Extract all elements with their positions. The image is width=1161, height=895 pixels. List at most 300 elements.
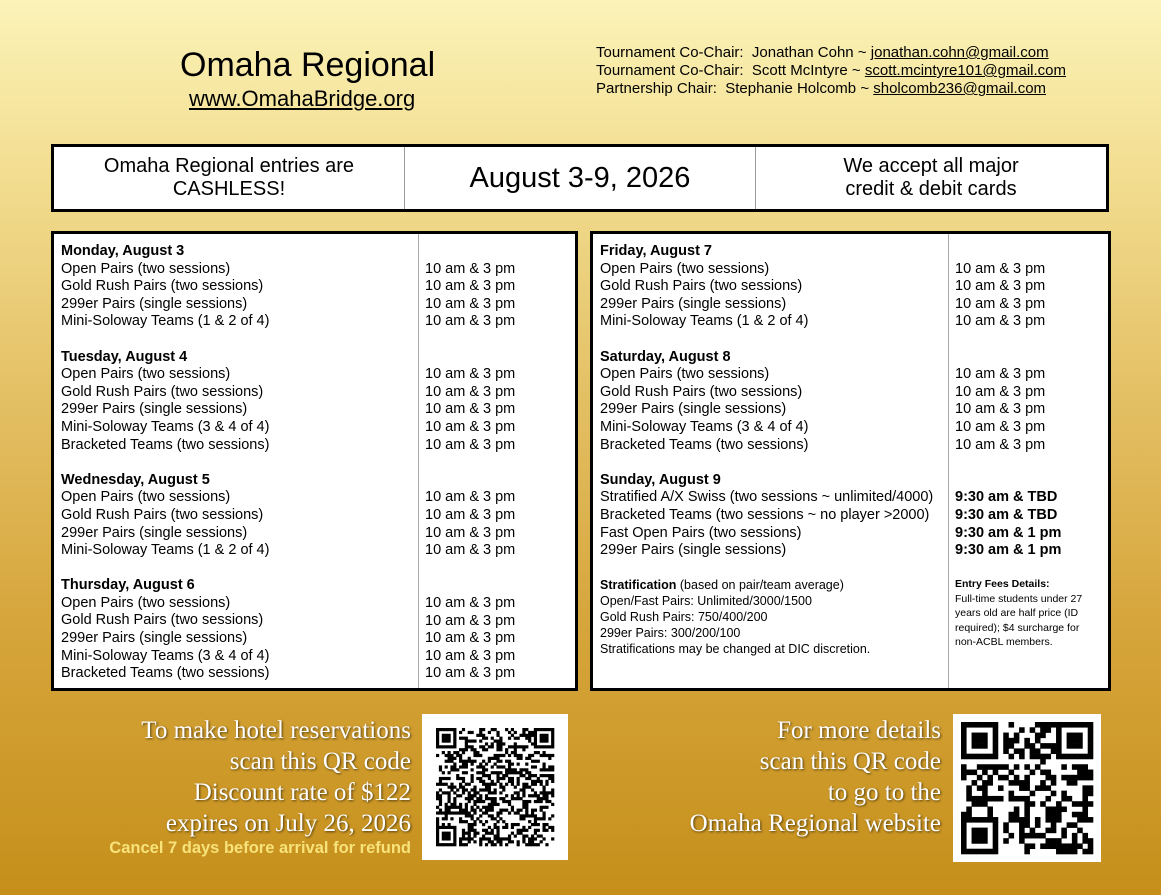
qr-module [1056, 843, 1062, 849]
qr-module [448, 809, 451, 812]
qr-module [445, 811, 448, 814]
qr-module [1035, 833, 1041, 839]
qr-module [511, 797, 514, 800]
qr-module [488, 809, 491, 812]
event-name: Mini-Soloway Teams (3 & 4 of 4) [61, 418, 270, 435]
qr-module [508, 765, 511, 768]
qr-module [987, 812, 993, 818]
qr-module [528, 814, 531, 817]
qr-module [439, 768, 442, 771]
qr-module [450, 765, 453, 768]
qr-module [517, 771, 520, 774]
qr-module [528, 826, 531, 829]
event-name: Open Pairs (two sessions) [600, 366, 770, 383]
qr-module [1067, 822, 1073, 828]
qr-module [517, 783, 520, 786]
qr-module [468, 826, 471, 829]
qr-module [1024, 817, 1030, 823]
qr-module [1051, 822, 1057, 828]
event-name: Gold Rush Pairs (two sessions) [61, 383, 264, 400]
qr-module [436, 837, 439, 840]
qr-module [1030, 843, 1036, 849]
qr-module [471, 740, 474, 743]
website-link[interactable]: www.OmahaBridge.org [189, 86, 416, 111]
details-promo-line: scan this QR code [759, 748, 941, 775]
qr-module [514, 811, 517, 814]
qr-module [508, 840, 511, 843]
qr-module [545, 791, 548, 794]
qr-module [514, 731, 517, 734]
qr-module [1045, 828, 1051, 834]
qr-module [465, 748, 468, 751]
qr-module [485, 788, 488, 791]
qr-module [966, 849, 972, 855]
qr-module [448, 737, 451, 740]
qr-module [548, 757, 551, 760]
qr-module [468, 745, 471, 748]
qr-module [531, 814, 534, 817]
qr-module [488, 745, 491, 748]
qr-module [459, 817, 462, 820]
qr-module [961, 733, 967, 739]
qr-module [445, 760, 448, 763]
qr-module [519, 809, 522, 812]
qr-module [540, 791, 543, 794]
qr-module [453, 811, 456, 814]
qr-module [525, 806, 528, 809]
qr-module [479, 765, 482, 768]
qr-module [1082, 796, 1088, 802]
qr-module [1072, 722, 1078, 728]
qr-module [436, 840, 439, 843]
qr-module [459, 794, 462, 797]
qr-module [1045, 796, 1051, 802]
qr-module [525, 814, 528, 817]
qr-module [1009, 817, 1015, 823]
qr-module [496, 757, 499, 760]
qr-module [517, 754, 520, 757]
qr-module [485, 809, 488, 812]
qr-module [456, 754, 459, 757]
qr-module [471, 760, 474, 763]
qr-module [465, 843, 468, 846]
qr-module [1082, 812, 1088, 818]
qr-module [528, 794, 531, 797]
contact-email-link[interactable]: jonathan.cohn@gmail.com [870, 44, 1049, 61]
qr-module [459, 760, 462, 763]
qr-module [528, 820, 531, 823]
qr-module [528, 771, 531, 774]
qr-module [488, 774, 491, 777]
qr-module [479, 771, 482, 774]
qr-module [531, 774, 534, 777]
website-qr-code[interactable] [953, 714, 1101, 862]
qr-module [502, 820, 505, 823]
qr-module [1051, 812, 1057, 818]
qr-module [534, 783, 537, 786]
qr-module [1072, 843, 1078, 849]
qr-module [531, 783, 534, 786]
qr-module [508, 811, 511, 814]
qr-module [1051, 843, 1057, 849]
qr-module [522, 788, 525, 791]
qr-module [485, 811, 488, 814]
cancel-policy: Cancel 7 days before arrival for refund [109, 839, 411, 857]
qr-module [993, 743, 999, 749]
qr-module [468, 794, 471, 797]
qr-module [987, 806, 993, 812]
qr-module [505, 809, 508, 812]
qr-module [998, 796, 1004, 802]
qr-module [459, 809, 462, 812]
qr-module [450, 783, 453, 786]
column-divider [418, 234, 419, 688]
qr-module [468, 840, 471, 843]
qr-module [508, 754, 511, 757]
qr-module [961, 822, 967, 828]
qr-module [511, 771, 514, 774]
qr-module [528, 740, 531, 743]
qr-module [496, 814, 499, 817]
qr-module [993, 849, 999, 855]
qr-module [479, 754, 482, 757]
qr-module [1045, 743, 1051, 749]
qr-module [471, 826, 474, 829]
qr-module [993, 817, 999, 823]
qr-module [453, 728, 456, 731]
qr-module [961, 812, 967, 818]
info-banner [51, 144, 1109, 212]
qr-module [1051, 806, 1057, 812]
qr-module [448, 786, 451, 789]
qr-module [476, 765, 479, 768]
qr-module [482, 806, 485, 809]
qr-module [453, 757, 456, 760]
qr-module [522, 783, 525, 786]
qr-module [471, 763, 474, 766]
qr-module [534, 751, 537, 754]
qr-module [1082, 785, 1088, 791]
qr-module [1045, 754, 1051, 760]
qr-module [465, 763, 468, 766]
qr-module [482, 745, 485, 748]
qr-module [445, 754, 448, 757]
qr-module [1067, 754, 1073, 760]
qr-module [476, 817, 479, 820]
qr-module [1019, 817, 1025, 823]
qr-module [534, 837, 537, 840]
qr-module [508, 763, 511, 766]
event-time: 10 am & 3 pm [425, 260, 516, 277]
qr-module [519, 754, 522, 757]
qr-module [545, 794, 548, 797]
qr-module [528, 840, 531, 843]
qr-module [465, 820, 468, 823]
qr-module [1030, 828, 1036, 834]
qr-module [465, 783, 468, 786]
qr-module [462, 751, 465, 754]
details-promo-line: For more details [777, 717, 941, 744]
qr-module [476, 800, 479, 803]
qr-module [514, 748, 517, 751]
day-block [61, 577, 269, 683]
qr-module [982, 849, 988, 855]
qr-module [1056, 812, 1062, 818]
event-name: Open Pairs (two sessions) [61, 594, 231, 611]
qr-module [514, 771, 517, 774]
qr-module [1030, 770, 1036, 776]
event-time: 10 am & 3 pm [425, 524, 516, 541]
qr-module [540, 734, 543, 737]
qr-module [448, 811, 451, 814]
qr-module [961, 738, 967, 744]
qr-module [496, 811, 499, 814]
qr-module [551, 734, 554, 737]
qr-module [456, 777, 459, 780]
event-time: 10 am & 3 pm [425, 313, 516, 330]
event-name: 299er Pairs (single sessions) [61, 295, 248, 312]
qr-module [448, 751, 451, 754]
qr-module [998, 775, 1004, 781]
qr-module [502, 797, 505, 800]
qr-module [982, 791, 988, 797]
qr-module [517, 745, 520, 748]
qr-module [494, 837, 497, 840]
qr-module [1051, 780, 1057, 786]
qr-module [488, 760, 491, 763]
hotel-promo-line: To make hotel reservations [141, 717, 411, 744]
qr-module [977, 733, 983, 739]
qr-module [534, 823, 537, 826]
qr-module [448, 797, 451, 800]
qr-module [448, 832, 451, 835]
qr-module [540, 774, 543, 777]
qr-module [514, 823, 517, 826]
qr-module [442, 843, 445, 846]
qr-module [548, 777, 551, 780]
qr-module [491, 783, 494, 786]
stratification-line: 299er Pairs: 300/200/100 [600, 626, 741, 640]
qr-module [534, 740, 537, 743]
qr-module [445, 843, 448, 846]
qr-module [450, 788, 453, 791]
qr-module [993, 738, 999, 744]
qr-module [494, 740, 497, 743]
qr-module [1019, 780, 1025, 786]
qr-module [491, 806, 494, 809]
qr-module [1061, 843, 1067, 849]
event-time: 10 am & 3 pm [425, 383, 516, 400]
qr-module [545, 829, 548, 832]
qr-module [494, 763, 497, 766]
qr-module [542, 826, 545, 829]
qr-module [448, 800, 451, 803]
qr-module [514, 797, 517, 800]
event-time: 10 am & 3 pm [425, 665, 516, 682]
qr-module [977, 738, 983, 744]
event-name: Mini-Soloway Teams (1 & 2 of 4) [600, 313, 809, 330]
qr-module [468, 731, 471, 734]
qr-module [977, 785, 983, 791]
qr-module [445, 806, 448, 809]
qr-module [1019, 828, 1025, 834]
qr-module [508, 803, 511, 806]
qr-module [468, 829, 471, 832]
qr-module [494, 754, 497, 757]
qr-module [1056, 722, 1062, 728]
hotel-promo-line: Discount rate of $122 [193, 779, 411, 806]
qr-module [528, 774, 531, 777]
qr-module [534, 731, 537, 734]
schedule-panel-right [590, 231, 1111, 691]
qr-module [491, 742, 494, 745]
qr-module [1056, 738, 1062, 744]
qr-module [450, 760, 453, 763]
contact-row [596, 44, 1066, 62]
qr-module [537, 797, 540, 800]
qr-module [1061, 722, 1067, 728]
qr-module [551, 829, 554, 832]
qr-module [485, 797, 488, 800]
qr-module [551, 731, 554, 734]
day-heading: Tuesday, August 4 [61, 348, 188, 365]
qr-module [436, 728, 439, 731]
qr-module [1067, 738, 1073, 744]
qr-module [1040, 770, 1046, 776]
qr-module [982, 838, 988, 844]
qr-module [961, 838, 967, 844]
qr-module [453, 731, 456, 734]
qr-module [471, 731, 474, 734]
qr-module [479, 740, 482, 743]
event-name: Gold Rush Pairs (two sessions) [61, 612, 264, 629]
qr-module [462, 760, 465, 763]
qr-module [1077, 828, 1083, 834]
qr-module [540, 728, 543, 731]
contact-email-link[interactable]: scott.mcintyre101@gmail.com [864, 62, 1066, 79]
details-promo-line: to go to the [827, 779, 941, 806]
qr-module [505, 760, 508, 763]
qr-module [1061, 764, 1067, 770]
qr-module [551, 788, 554, 791]
event-name: Open Pairs (two sessions) [61, 489, 231, 506]
qr-module [525, 786, 528, 789]
qr-module [522, 829, 525, 832]
qr-module [1009, 743, 1015, 749]
qr-module [482, 734, 485, 737]
qr-module [439, 803, 442, 806]
qr-module [445, 826, 448, 829]
qr-module [496, 774, 499, 777]
qr-module [505, 837, 508, 840]
qr-module [468, 823, 471, 826]
qr-module [485, 843, 488, 846]
event-time: 10 am & 3 pm [425, 419, 516, 435]
contact-email-link[interactable]: sholcomb236@gmail.com [873, 80, 1047, 97]
qr-module [982, 743, 988, 749]
hotel-qr-code[interactable] [422, 714, 568, 860]
qr-module [1072, 775, 1078, 781]
qr-module [482, 800, 485, 803]
qr-module [1072, 838, 1078, 844]
qr-module [545, 745, 548, 748]
qr-module [496, 780, 499, 783]
qr-module [1088, 748, 1094, 754]
qr-module [545, 740, 548, 743]
qr-module [499, 791, 502, 794]
event-time: 10 am & 3 pm [955, 313, 1046, 330]
qr-module [1009, 791, 1015, 797]
qr-module [445, 832, 448, 835]
qr-module [485, 786, 488, 789]
qr-module [534, 742, 537, 745]
event-name: Open Pairs (two sessions) [600, 260, 770, 277]
qr-module [1077, 775, 1083, 781]
qr-module [966, 796, 972, 802]
event-name: Bracketed Teams (two sessions) [61, 436, 270, 453]
qr-module [551, 826, 554, 829]
left-day-list [61, 243, 269, 683]
qr-module [462, 829, 465, 832]
qr-module [465, 760, 468, 763]
qr-module [491, 771, 494, 774]
qr-module [548, 768, 551, 771]
qr-module [482, 774, 485, 777]
event-dates: August 3-9, 2026 [404, 147, 755, 209]
qr-module [522, 806, 525, 809]
qr-module [522, 817, 525, 820]
qr-module [473, 794, 476, 797]
qr-module [496, 734, 499, 737]
qr-module [534, 817, 537, 820]
qr-module [485, 737, 488, 740]
qr-module [496, 832, 499, 835]
qr-module [465, 814, 468, 817]
qr-module [534, 791, 537, 794]
qr-module [972, 838, 978, 844]
day-block [600, 472, 933, 560]
qr-module [528, 731, 531, 734]
qr-module [542, 745, 545, 748]
schedule-panel-left [51, 231, 578, 691]
qr-module [972, 754, 978, 760]
day-block [61, 349, 269, 455]
qr-module [540, 768, 543, 771]
qr-module [473, 786, 476, 789]
qr-module [465, 788, 468, 791]
qr-module [531, 834, 534, 837]
qr-module [505, 748, 508, 751]
qr-module [534, 760, 537, 763]
qr-module [496, 826, 499, 829]
qr-module [442, 771, 445, 774]
qr-module [494, 783, 497, 786]
qr-module [499, 809, 502, 812]
qr-module [1009, 812, 1015, 818]
qr-module [482, 748, 485, 751]
qr-module [445, 777, 448, 780]
qr-module [442, 834, 445, 837]
qr-module [468, 800, 471, 803]
qr-module [972, 828, 978, 834]
event-name: Bracketed Teams (two sessions ~ no player >2000) [600, 506, 930, 523]
qr-module [1014, 796, 1020, 802]
qr-module [977, 828, 983, 834]
qr-module [545, 806, 548, 809]
qr-module [525, 745, 528, 748]
qr-module [522, 748, 525, 751]
qr-module [534, 794, 537, 797]
